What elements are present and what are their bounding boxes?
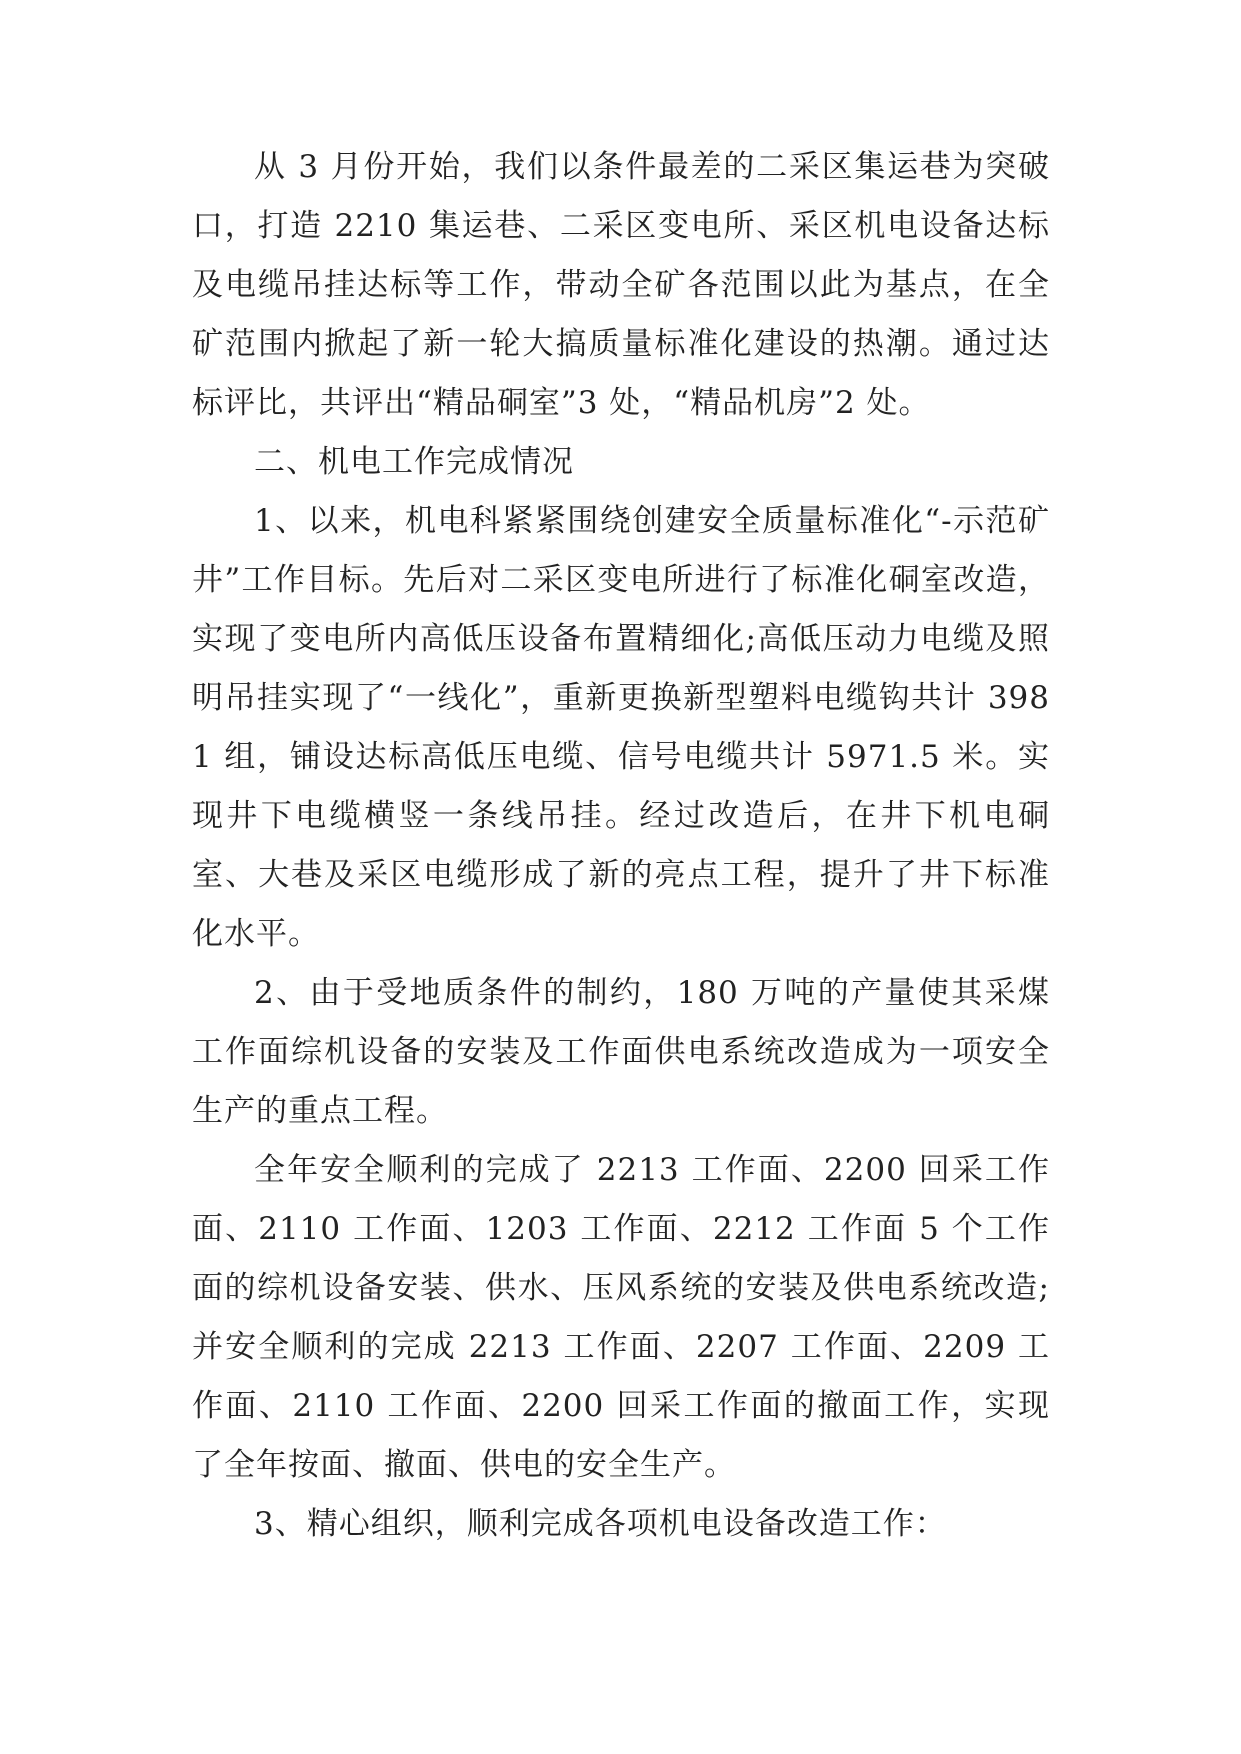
paragraph-full-year-safety: 全年安全顺利的完成了 2213 工作面、2200 回采工作面、2110 工作面、1203 工作面、2212 工作面 5 个工作面的综机设备安装、供水、压风系统的安装及供电系统改造;并安全顺利的完成 2213 工作面、2207 工作面、2209 工作面、2110 工作面、2200 回采工作面的撤面工作，实现了全年按面、撤面、供电的安全生产。: [192, 1152, 1050, 1483]
paragraph-item-2: 2、由于受地质条件的制约，180 万吨的产量使其采煤工作面综机设备的安装及工作面供电系统改造成为一项安全生产的重点工程。: [192, 975, 1050, 1129]
paragraph-standardization-breakthrough: 从 3 月份开始，我们以条件最差的二采区集运巷为突破口，打造 2210 集运巷、二采区变电所、采区机电设备达标及电缆吊挂达标等工作，带动全矿各范围以此为基点，在全矿范围内掀起了新一轮大搞质量标准化建设的热潮。通过达标评比，共评出“精品硐室”3 处，“精品机房”2 处。: [192, 149, 1050, 421]
paragraph-item-1: 1、以来，机电科紧紧围绕创建安全质量标准化“-示范矿井”工作目标。先后对二采区变电所进行了标准化硐室改造，实现了变电所内高低压设备布置精细化;高低压动力电缆及照明吊挂实现了“一线化”，重新更换新型塑料电缆钩共计 3981 组，铺设达标高低压电缆、信号电缆共计 5971.5 米。实现井下电缆横竖一条线吊挂。经过改造后，在井下机电硐室、大巷及采区电缆形成了新的亮点工程，提升了井下标准化水平。: [192, 503, 1050, 952]
section-heading-mechanical-work: 二、机电工作完成情况: [254, 444, 574, 480]
paragraph-item-3: 3、精心组织，顺利完成各项机电设备改造工作：: [254, 1506, 947, 1542]
document-page: [192, 138, 1050, 1554]
